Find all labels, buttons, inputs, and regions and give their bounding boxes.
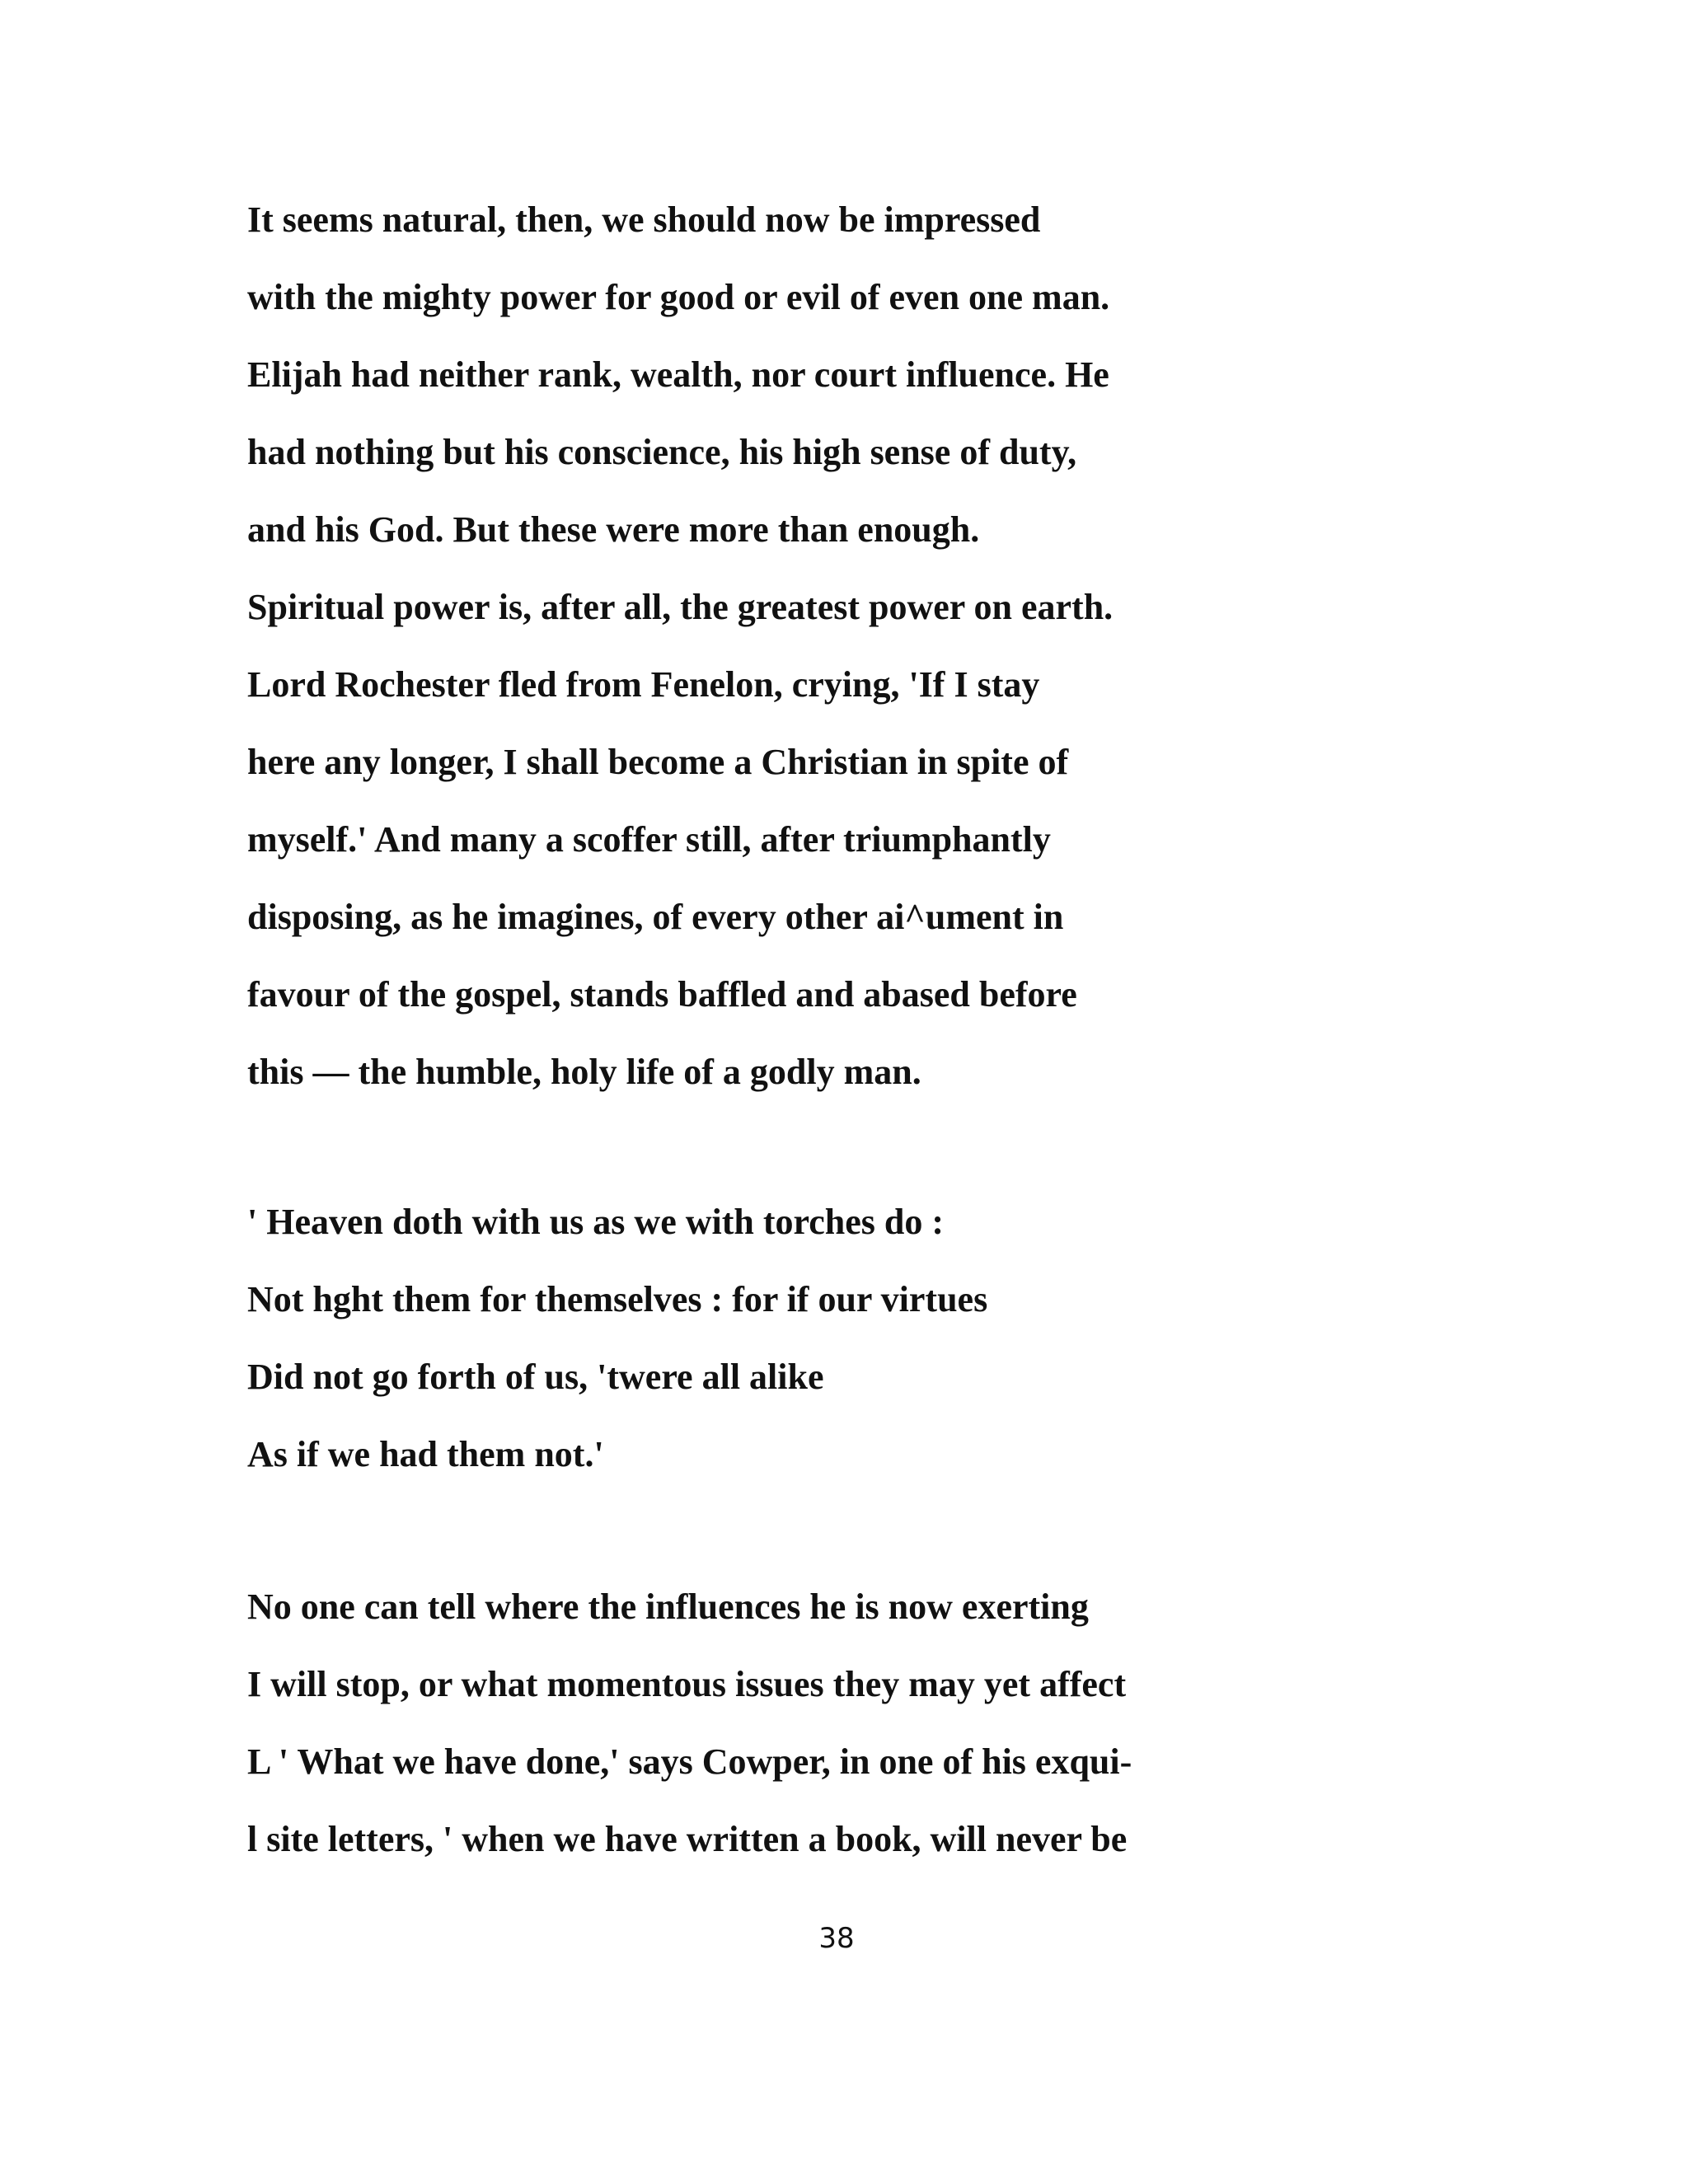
verse-quotation [247,1183,1484,1493]
text-line: L ' What we have done,' says Cowper, in one of his exqui- [247,1741,1132,1782]
text-line: I will stop, or what momentous issues they may yet affect [247,1664,1127,1704]
text-line: favour of the gospel, stands baffled and abased before [247,974,1077,1015]
text-line: disposing, as he imagines, of every other ai^ument in [247,897,1064,937]
text-line: with the mighty power for good or evil of even one man. [247,277,1110,317]
text-line: here any longer, I shall become a Christian in spite of [247,742,1069,782]
text-line: and his God. But these were more than enough. [247,509,980,550]
paragraph-1 [247,181,1484,1111]
verse-line: Did not go forth of us, 'twere all alike [247,1357,824,1397]
text-line: myself.' And many a scoffer still, after triumphantly [247,819,1051,860]
paragraph-2 [247,1568,1484,1878]
text-line: this — the humble, holy life of a godly man. [247,1052,921,1092]
text-line: It seems natural, then, we should now be impressed [247,199,1041,240]
verse-line: ' Heaven doth with us as we with torches do : [247,1202,945,1242]
text-line: Lord Rochester fled from Fenelon, crying, 'If I stay [247,664,1040,705]
verse-line: As if we had them not.' [247,1434,604,1474]
text-line: Spiritual power is, after all, the greatest power on earth. [247,587,1114,627]
text-line: had nothing but his conscience, his high sense of duty, [247,432,1077,472]
verse-line: Not hght them for themselves : for if our virtues [247,1279,988,1319]
text-line: Elijah had neither rank, wealth, nor court influence. He [247,354,1109,395]
text-line: No one can tell where the influences he is now exerting [247,1586,1089,1627]
page-number: 38 [818,1922,855,1955]
text-line: l site letters, ' when we have written a book, will never be [247,1819,1128,1859]
